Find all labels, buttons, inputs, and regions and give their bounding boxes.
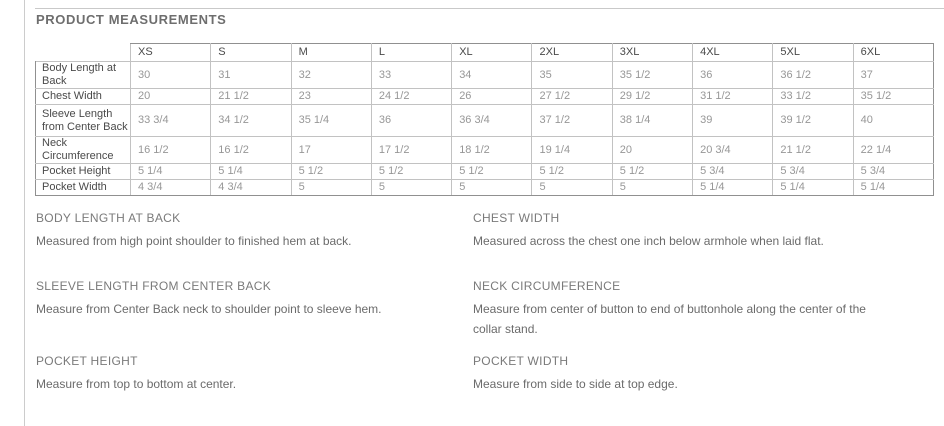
measurement-value-cell: 36 3/4 — [452, 105, 532, 137]
measurement-value-cell: 5 — [452, 180, 532, 196]
measurement-value-cell: 34 1/2 — [211, 105, 291, 137]
measurement-value-cell: 21 1/2 — [773, 137, 853, 164]
size-column-header: 5XL — [773, 44, 853, 62]
definition-heading: POCKET WIDTH — [473, 354, 569, 368]
size-column-header: XS — [131, 44, 211, 62]
measurement-value-cell: 23 — [291, 89, 371, 105]
measurement-value-cell: 31 1/2 — [693, 89, 773, 105]
measurement-row-label: Neck Circumference — [36, 137, 131, 164]
measurement-value-cell: 36 1/2 — [773, 62, 853, 89]
definitions-row — [36, 211, 934, 251]
measurement-value-cell: 33 1/2 — [773, 89, 853, 105]
measurement-value-cell: 32 — [291, 62, 371, 89]
measurement-value-cell: 5 1/2 — [291, 164, 371, 180]
size-column-header: M — [291, 44, 371, 62]
definitions-row — [36, 279, 934, 339]
corner-cell — [36, 44, 131, 62]
measurement-value-cell: 5 1/4 — [693, 180, 773, 196]
measurement-value-cell: 31 — [211, 62, 291, 89]
measurement-value-cell: 35 1/2 — [612, 62, 692, 89]
measurement-value-cell: 5 1/4 — [131, 164, 211, 180]
measurement-value-cell: 37 — [853, 62, 933, 89]
definition-text: Measure from Center Back neck to shoulder point to sleeve hem. — [36, 302, 382, 316]
size-column-header: 6XL — [853, 44, 933, 62]
measurement-value-cell: 20 — [612, 137, 692, 164]
measurement-value-cell: 36 — [371, 105, 451, 137]
size-column-header: XL — [452, 44, 532, 62]
measurement-value-cell: 39 — [693, 105, 773, 137]
definition-neck-circumference — [473, 279, 934, 339]
table-row — [36, 137, 934, 164]
measurement-value-cell: 17 — [291, 137, 371, 164]
measurement-row-label: Chest Width — [36, 89, 131, 105]
definition-heading: BODY LENGTH AT BACK — [36, 211, 181, 225]
table-row — [36, 89, 934, 105]
measurement-value-cell: 21 1/2 — [211, 89, 291, 105]
size-column-header: L — [371, 44, 451, 62]
measurement-row-label: Sleeve Length from Center Back — [36, 105, 131, 137]
size-column-header: 4XL — [693, 44, 773, 62]
definition-text: Measure from side to side at top edge. — [473, 377, 678, 391]
measurement-value-cell: 35 1/2 — [853, 89, 933, 105]
table-row — [36, 164, 934, 180]
measurements-table — [35, 43, 934, 196]
measurement-value-cell: 33 3/4 — [131, 105, 211, 137]
definition-body-length — [36, 211, 473, 251]
measurement-value-cell: 24 1/2 — [371, 89, 451, 105]
measurement-value-cell: 35 1/4 — [291, 105, 371, 137]
measurement-value-cell: 5 1/4 — [853, 180, 933, 196]
top-section-divider — [35, 8, 944, 9]
measurement-value-cell: 18 1/2 — [452, 137, 532, 164]
measurement-value-cell: 26 — [452, 89, 532, 105]
measurement-value-cell: 22 1/4 — [853, 137, 933, 164]
measurement-row-label: Pocket Height — [36, 164, 131, 180]
definition-text: Measured across the chest one inch below armhole when laid flat. — [473, 234, 824, 248]
measurement-value-cell: 38 1/4 — [612, 105, 692, 137]
measurement-row-label: Pocket Width — [36, 180, 131, 196]
table-row — [36, 105, 934, 137]
measurement-value-cell: 30 — [131, 62, 211, 89]
measurement-value-cell: 16 1/2 — [131, 137, 211, 164]
left-page-divider — [24, 0, 25, 426]
measurement-value-cell: 36 — [693, 62, 773, 89]
definition-pocket-width — [473, 354, 934, 394]
size-column-header: 3XL — [612, 44, 692, 62]
measurement-value-cell: 5 3/4 — [693, 164, 773, 180]
measurement-value-cell: 5 — [532, 180, 612, 196]
measurement-value-cell: 35 — [532, 62, 612, 89]
measurement-value-cell: 5 3/4 — [853, 164, 933, 180]
measurement-value-cell: 4 3/4 — [131, 180, 211, 196]
measurement-value-cell: 33 — [371, 62, 451, 89]
measurement-value-cell: 5 1/4 — [211, 164, 291, 180]
definitions-row — [36, 354, 934, 394]
definition-heading: POCKET HEIGHT — [36, 354, 138, 368]
table-row — [36, 62, 934, 89]
definition-heading: SLEEVE LENGTH FROM CENTER BACK — [36, 279, 272, 293]
definition-chest-width — [473, 211, 934, 251]
definition-text: Measure from center of button to end of buttonhole along the center of the collar stand. — [473, 302, 866, 336]
measurement-row-label: Body Length at Back — [36, 62, 131, 89]
measurement-value-cell: 40 — [853, 105, 933, 137]
measurement-value-cell: 17 1/2 — [371, 137, 451, 164]
measurement-value-cell: 5 — [612, 180, 692, 196]
page-title: PRODUCT MEASUREMENTS — [36, 12, 227, 27]
table-row — [36, 180, 934, 196]
measurement-value-cell: 5 1/2 — [612, 164, 692, 180]
definition-heading: CHEST WIDTH — [473, 211, 560, 225]
size-column-header: S — [211, 44, 291, 62]
measurement-value-cell: 29 1/2 — [612, 89, 692, 105]
measurement-value-cell: 27 1/2 — [532, 89, 612, 105]
definition-sleeve-length — [36, 279, 473, 339]
size-column-header: 2XL — [532, 44, 612, 62]
measurement-value-cell: 5 3/4 — [773, 164, 853, 180]
measurement-value-cell: 20 — [131, 89, 211, 105]
measurement-value-cell: 19 1/4 — [532, 137, 612, 164]
measurement-value-cell: 37 1/2 — [532, 105, 612, 137]
measurement-value-cell: 5 1/4 — [773, 180, 853, 196]
definition-text: Measured from high point shoulder to finished hem at back. — [36, 234, 352, 248]
measurement-definitions — [36, 211, 934, 394]
definition-heading: NECK CIRCUMFERENCE — [473, 279, 621, 293]
measurement-value-cell: 16 1/2 — [211, 137, 291, 164]
measurement-value-cell: 4 3/4 — [211, 180, 291, 196]
measurement-value-cell: 5 — [291, 180, 371, 196]
measurement-value-cell: 5 1/2 — [371, 164, 451, 180]
measurement-value-cell: 39 1/2 — [773, 105, 853, 137]
measurement-value-cell: 5 — [371, 180, 451, 196]
measurement-value-cell: 5 1/2 — [532, 164, 612, 180]
measurement-value-cell: 20 3/4 — [693, 137, 773, 164]
definition-text: Measure from top to bottom at center. — [36, 377, 237, 391]
definition-pocket-height — [36, 354, 473, 394]
measurement-value-cell: 5 1/2 — [452, 164, 532, 180]
size-header-row — [36, 44, 934, 62]
measurement-value-cell: 34 — [452, 62, 532, 89]
